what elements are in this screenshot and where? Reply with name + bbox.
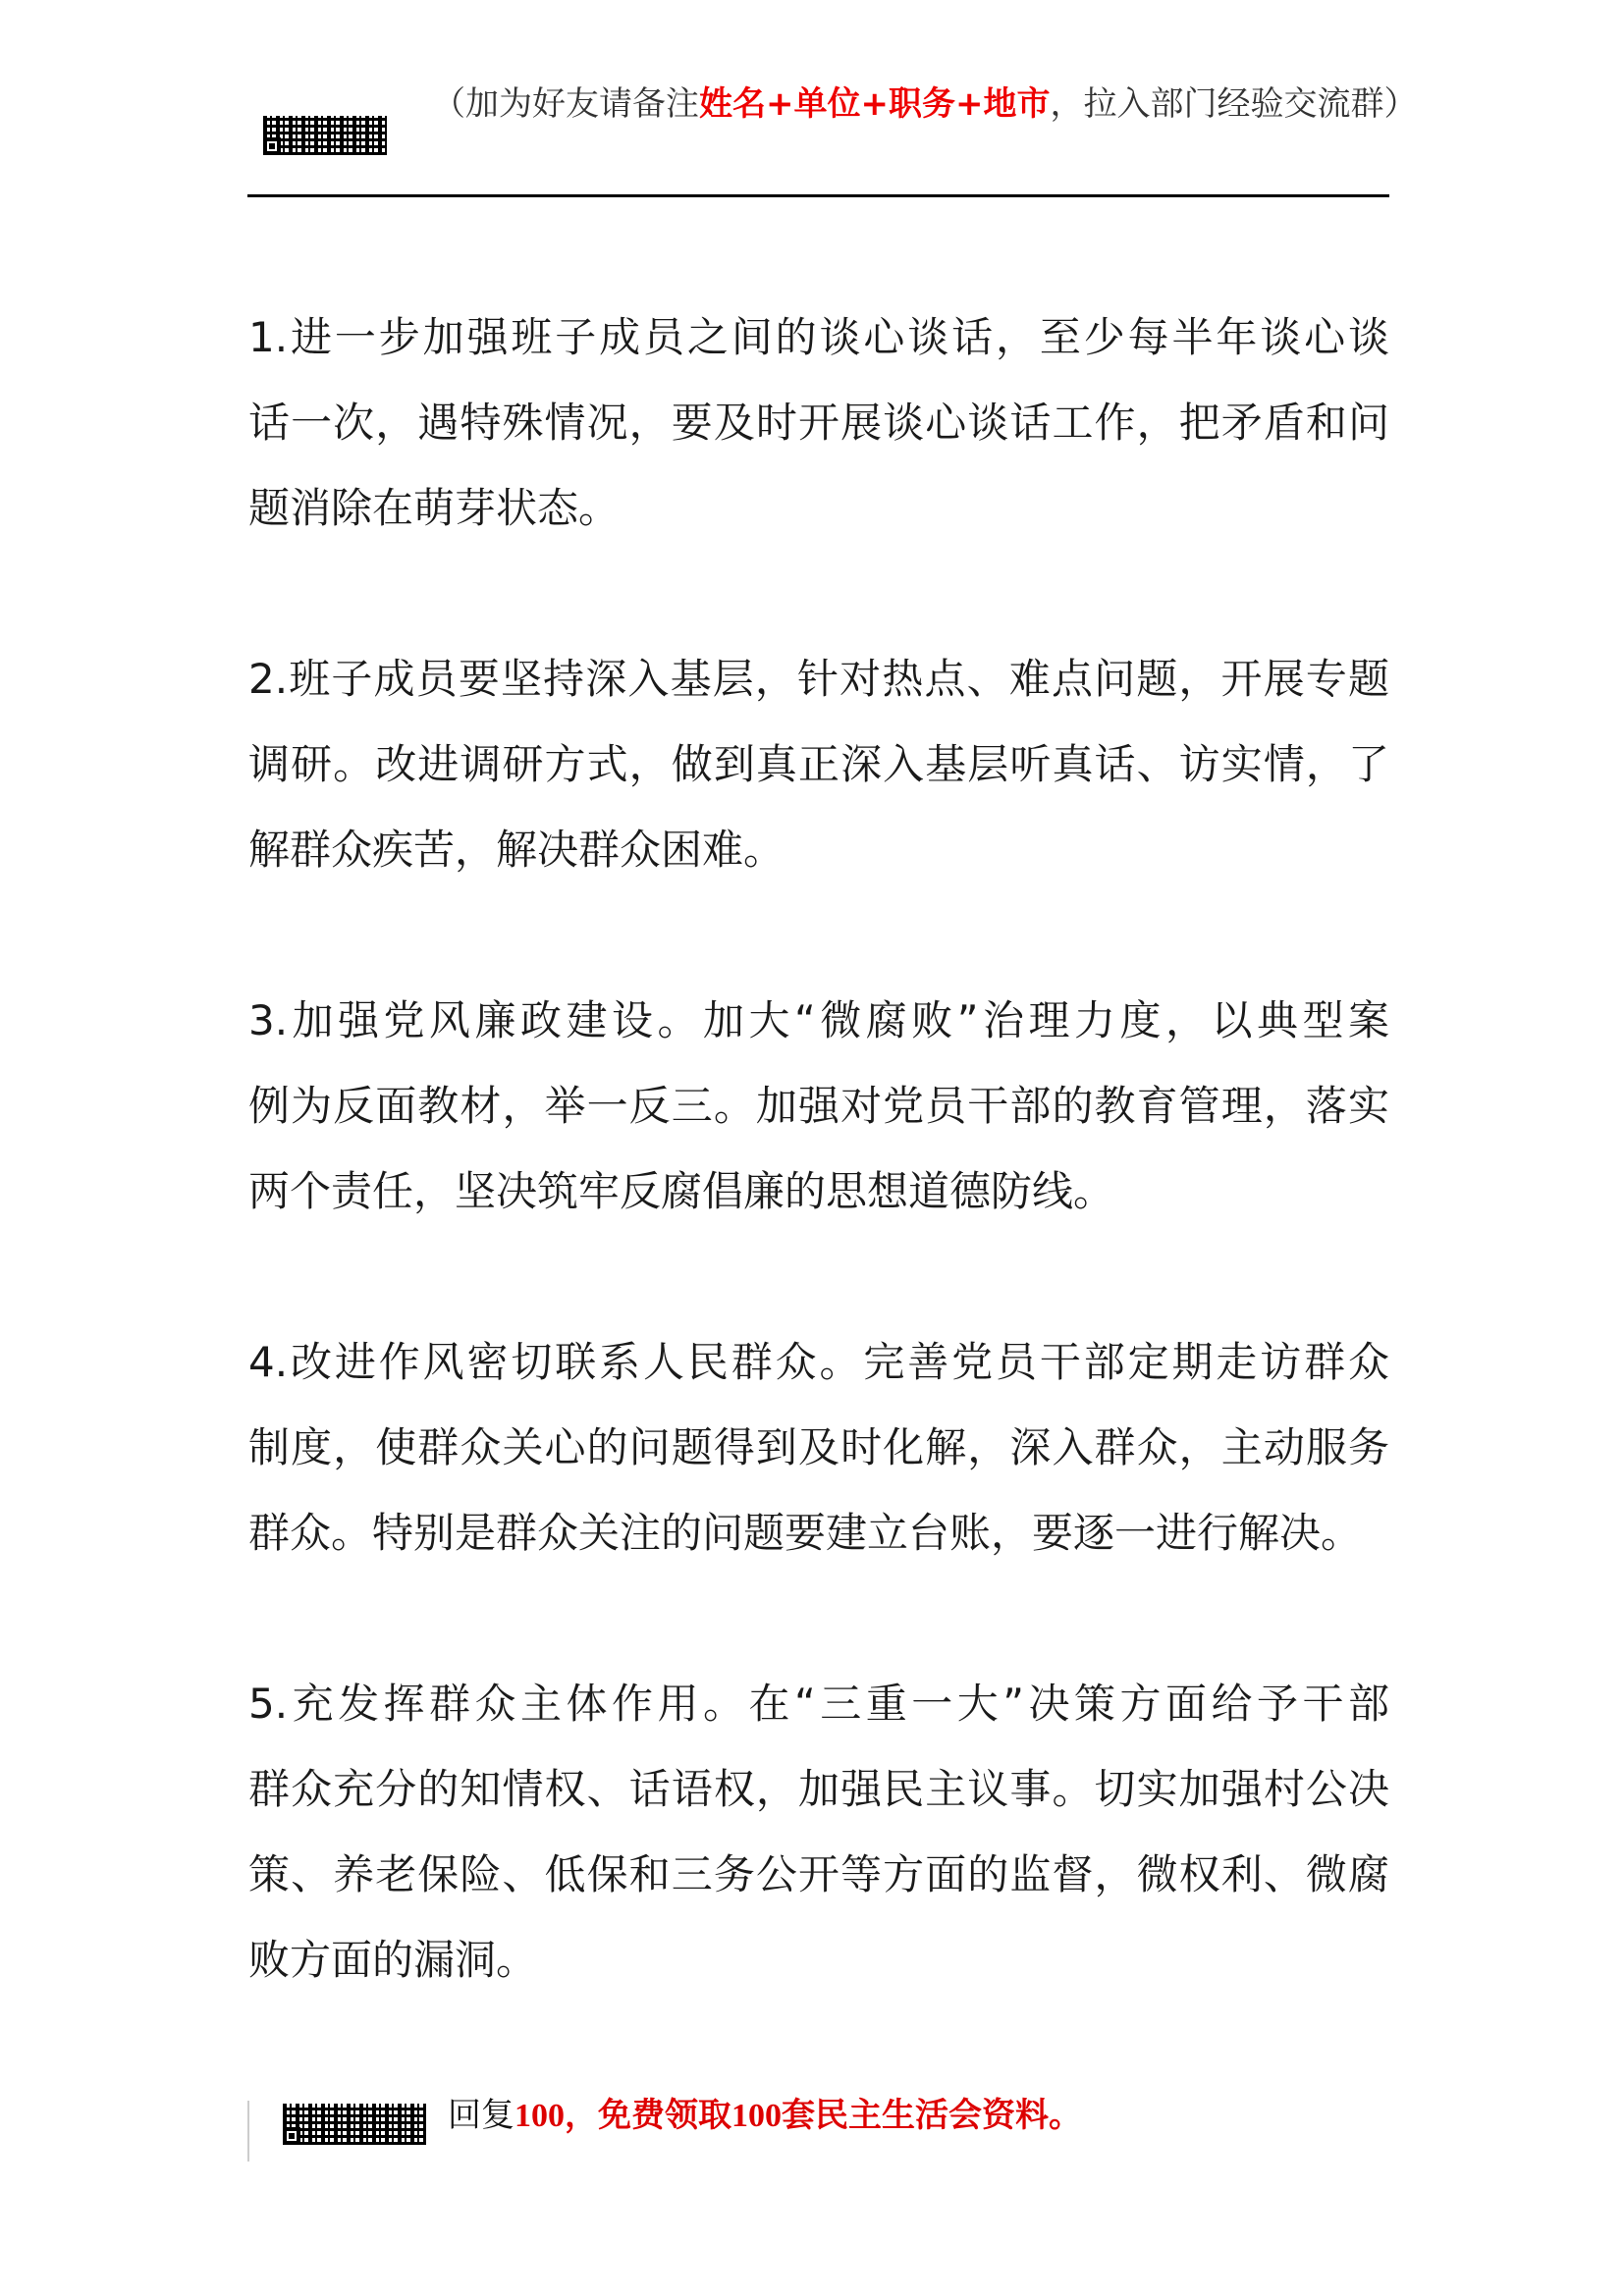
header-sep: + xyxy=(860,84,889,124)
paragraph-line: 题消除在萌芽状态。 xyxy=(248,484,621,532)
paragraph-line: 例为反面教材，举一反三。加强对党员干部的教育管理，落实 xyxy=(248,1082,1389,1130)
footer-prefix: 回复 xyxy=(448,2096,514,2135)
qr-code-top xyxy=(263,116,387,155)
document-body xyxy=(248,294,1389,2088)
header-divider xyxy=(247,194,1389,197)
footer-highlight: 100，免费领取100套民主生活会资料。 xyxy=(514,2098,1082,2134)
paragraph-1 xyxy=(248,294,1389,551)
paragraph-line: 3.加强党风廉政建设。加大“微腐败”治理力度，以典型案 xyxy=(248,996,1389,1044)
paragraph-line: 5.充发挥群众主体作用。在“三重一大”决策方面给予干部 xyxy=(248,1680,1389,1728)
paragraph-5 xyxy=(248,1661,1389,2002)
paragraph-line: 两个责任，坚决筑牢反腐倡廉的思想道德防线。 xyxy=(248,1167,1115,1215)
header-prefix: （加为好友请备注 xyxy=(432,84,699,124)
header-sep: + xyxy=(955,84,984,124)
paragraph-line: 调研。改进调研方式，做到真正深入基层听真话、访实情，了 xyxy=(248,740,1389,788)
paragraph-line: 解群众疾苦，解决群众困难。 xyxy=(248,826,785,874)
paragraph-line: 群众。特别是群众关注的问题要建立台账，要逐一进行解决。 xyxy=(248,1509,1363,1557)
paragraph-line: 策、养老保险、低保和三务公开等方面的监督，微权利、微腐 xyxy=(248,1850,1389,1898)
paragraph-2 xyxy=(248,636,1389,892)
paragraph-line: 败方面的漏洞。 xyxy=(248,1936,538,1984)
paragraph-3 xyxy=(248,978,1389,1234)
header-highlight: 地市 xyxy=(983,84,1051,124)
paragraph-line: 群众充分的知情权、话语权，加强民主议事。切实加强村公决 xyxy=(248,1765,1389,1813)
paragraph-line: 话一次，遇特殊情况，要及时开展谈心谈话工作，把矛盾和问 xyxy=(248,399,1389,447)
paragraph-line: 1.进一步加强班子成员之间的谈心谈话，至少每半年谈心谈 xyxy=(248,313,1389,361)
paragraph-4 xyxy=(248,1319,1389,1575)
paragraph-line: 2.班子成员要坚持深入基层，针对热点、难点问题，开展专题 xyxy=(248,655,1389,703)
qr-code-bottom xyxy=(283,2104,426,2145)
footer-banner xyxy=(448,2091,1082,2141)
header-highlight: 职务 xyxy=(889,84,955,124)
paragraph-line: 制度，使群众关心的问题得到及时化解，深入群众，主动服务 xyxy=(248,1423,1389,1471)
header-highlight: 姓名+单位 xyxy=(699,84,861,124)
footer-divider xyxy=(247,2101,249,2162)
header-suffix: ，拉入部门经验交流群） xyxy=(1050,84,1418,124)
paragraph-line: 4.改进作风密切联系人民群众。完善党员干部定期走访群众 xyxy=(248,1338,1389,1386)
header-banner xyxy=(432,84,1418,126)
